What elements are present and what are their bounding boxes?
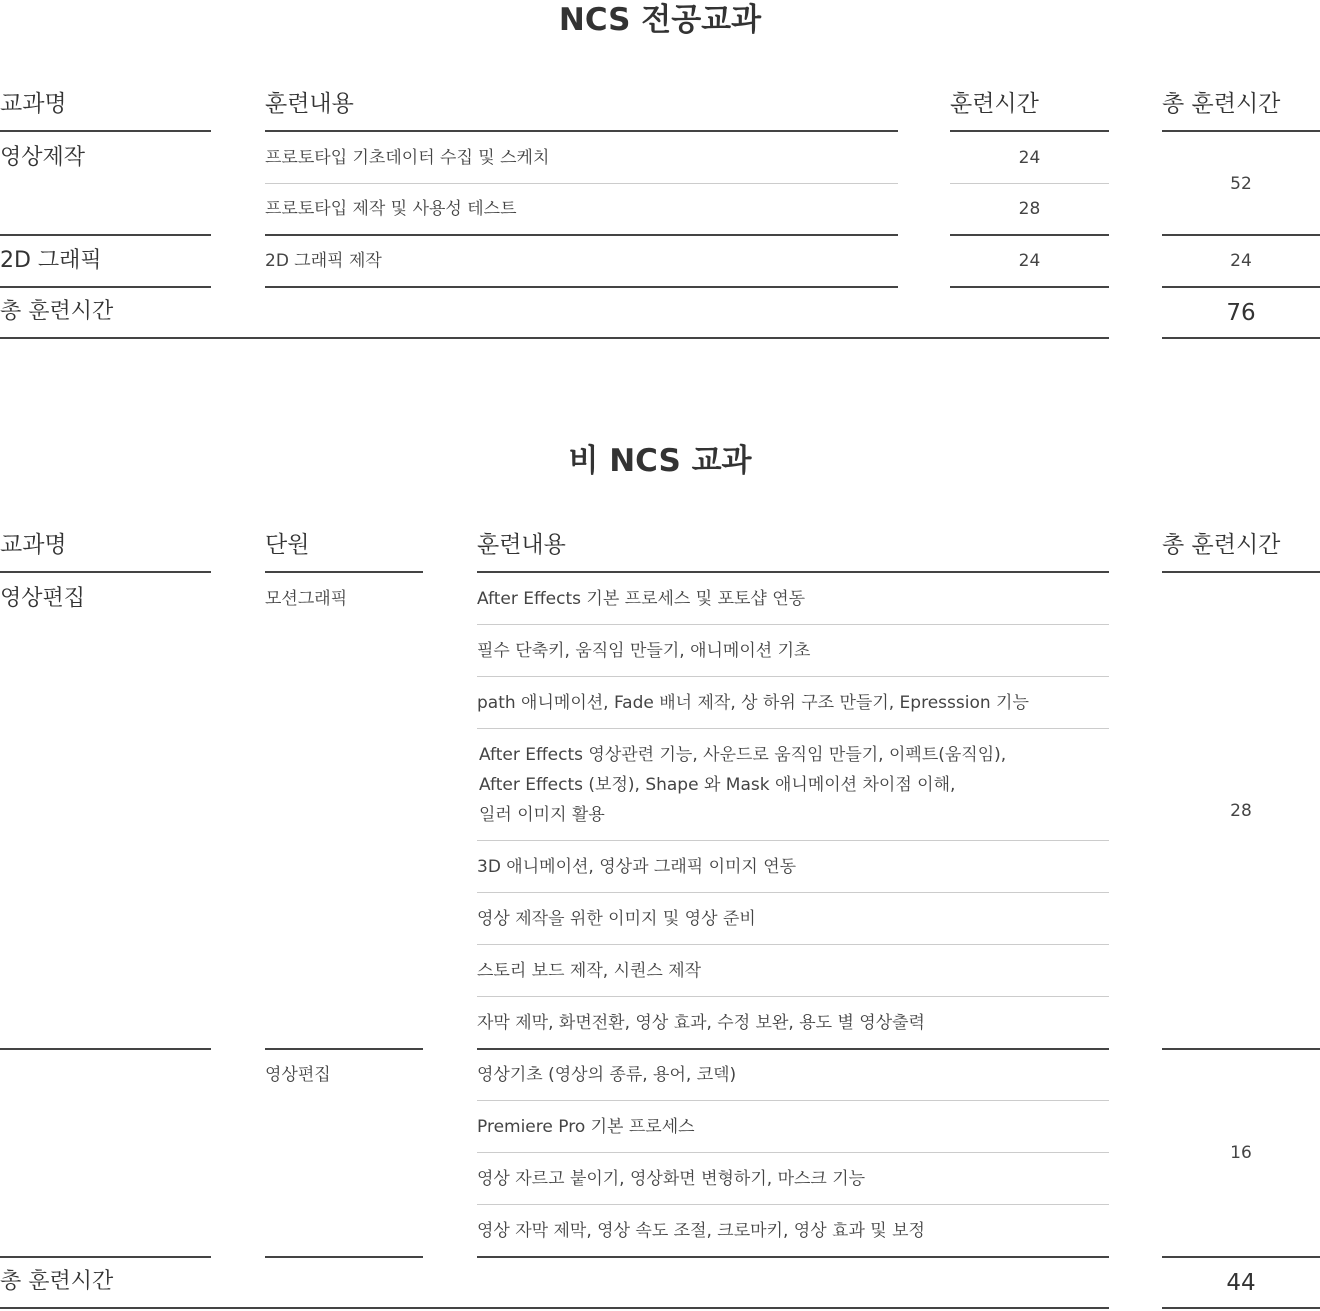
nonncs-row-divider (477, 676, 1109, 677)
ncs-row-content: 프로토타입 제작 및 사용성 테스트 (265, 199, 517, 219)
nonncs-row-divider (477, 1204, 1109, 1205)
nonncs-total-rule (477, 1256, 1109, 1258)
nonncs-content-row: 영상 자르고 붙이기, 영상화면 변형하기, 마스크 기능 (477, 1169, 866, 1189)
nonncs-row-divider (477, 840, 1109, 841)
nonncs-subject-name: 영상편집 (0, 586, 86, 611)
nonncs-content-row: 필수 단축키, 움직임 만들기, 애니메이션 기초 (477, 641, 811, 661)
ncs-group-rule (0, 234, 211, 236)
ncs-header-hours: 훈련시간 (950, 91, 1039, 117)
ncs-header-rule (0, 130, 211, 132)
nonncs-unit-total: 16 (1230, 1143, 1252, 1163)
nonncs-row-divider (477, 1152, 1109, 1153)
ncs-row-hours: 24 (1018, 251, 1041, 271)
nonncs-total-rule (1162, 1256, 1320, 1258)
nonncs-row-divider (477, 728, 1109, 729)
nonncs-header-unit: 단원 (265, 532, 310, 558)
nonncs-unit-rule (477, 1048, 1109, 1050)
ncs-row-content: 2D 그래픽 제작 (265, 251, 382, 271)
nonncs-content-row-multiline (479, 740, 1006, 830)
ncs-grand-total-label: 총 훈련시간 (0, 299, 114, 324)
nonncs-unit-total: 28 (1230, 801, 1252, 821)
nonncs-bottom-rule (1162, 1307, 1320, 1309)
ncs-row-divider (265, 183, 898, 184)
ncs-bottom-rule (1162, 337, 1320, 339)
ncs-group-rule (0, 286, 211, 288)
nonncs-content-row: After Effects 기본 프로세스 및 포토샵 연동 (477, 589, 806, 609)
nonncs-header-rule (1162, 571, 1320, 573)
ncs-header-rule (265, 130, 898, 132)
ncs-group-rule (1162, 286, 1320, 288)
ncs-row-divider (950, 183, 1109, 184)
nonncs-row-divider (477, 944, 1109, 945)
nonncs-header-subject: 교과명 (0, 532, 67, 558)
nonncs-content-row: Premiere Pro 기본 프로세스 (477, 1117, 695, 1137)
nonncs-unit-name: 모션그래픽 (265, 589, 348, 609)
nonncs-content-row: 영상기초 (영상의 종류, 용어, 코덱) (477, 1065, 737, 1085)
ncs-grand-total-value: 76 (1226, 300, 1256, 326)
nonncs-unit-rule (265, 1048, 423, 1050)
ncs-header-total: 총 훈련시간 (1162, 91, 1281, 117)
nonncs-bottom-rule (0, 1307, 1109, 1309)
ncs-section-title: NCS 전공교과 (558, 2, 762, 38)
nonncs-header-rule (265, 571, 423, 573)
ncs-group-total: 52 (1230, 174, 1252, 194)
ncs-subject-name: 영상제작 (0, 145, 86, 170)
nonncs-content-row: 영상 제작을 위한 이미지 및 영상 준비 (477, 909, 756, 929)
ncs-group-rule (265, 286, 898, 288)
nonncs-content-row: 영상 자막 제막, 영상 속도 조절, 크로마키, 영상 효과 및 보정 (477, 1221, 925, 1241)
nonncs-row-divider (477, 892, 1109, 893)
ncs-row-hours: 24 (1018, 148, 1041, 168)
nonncs-grand-total-label: 총 훈련시간 (0, 1269, 114, 1294)
nonncs-header-total: 총 훈련시간 (1162, 532, 1281, 558)
nonncs-header-rule (0, 571, 211, 573)
nonncs-total-rule (0, 1256, 211, 1258)
nonncs-content-line: After Effects 영상관련 기능, 사운드로 움직임 만들기, 이펙트(움직임), (479, 745, 1007, 765)
ncs-bottom-rule (0, 337, 1109, 339)
ncs-group-rule (950, 286, 1109, 288)
nonncs-row-divider (477, 1100, 1109, 1101)
nonncs-content-row: path 애니메이션, Fade 배너 제작, 상 하위 구조 만들기, Epresssion 기능 (477, 693, 1029, 713)
nonncs-section-title: 비 NCS 교과 (568, 443, 752, 479)
ncs-header-rule (950, 130, 1109, 132)
nonncs-grand-total-value: 44 (1226, 1270, 1256, 1296)
ncs-group-rule (1162, 234, 1320, 236)
nonncs-unit-name: 영상편집 (265, 1065, 331, 1085)
ncs-header-content: 훈련내용 (265, 91, 354, 117)
nonncs-content-row: 스토리 보드 제작, 시퀀스 제작 (477, 961, 702, 981)
nonncs-header-content: 훈련내용 (477, 532, 566, 558)
nonncs-content-line: After Effects (보정), Shape 와 Mask 애니메이션 차이점 이해, (479, 775, 956, 795)
ncs-group-rule (950, 234, 1109, 236)
nonncs-unit-rule (1162, 1048, 1320, 1050)
nonncs-row-divider (477, 624, 1109, 625)
ncs-row-hours: 28 (1018, 199, 1041, 219)
nonncs-content-row: 3D 애니메이션, 영상과 그래픽 이미지 연동 (477, 857, 797, 877)
nonncs-total-rule (265, 1256, 423, 1258)
nonncs-header-rule (477, 571, 1109, 573)
nonncs-content-line: 일러 이미지 활용 (479, 805, 605, 825)
ncs-group-rule (265, 234, 898, 236)
ncs-header-rule (1162, 130, 1320, 132)
ncs-group-total: 24 (1230, 251, 1252, 271)
nonncs-unit-rule (0, 1048, 211, 1050)
ncs-subject-name: 2D 그래픽 (0, 248, 102, 273)
nonncs-row-divider (477, 996, 1109, 997)
ncs-header-subject: 교과명 (0, 91, 67, 117)
nonncs-content-row: 자막 제막, 화면전환, 영상 효과, 수정 보완, 용도 별 영상출력 (477, 1013, 925, 1033)
ncs-row-content: 프로토타입 기초데이터 수집 및 스케치 (265, 148, 550, 168)
